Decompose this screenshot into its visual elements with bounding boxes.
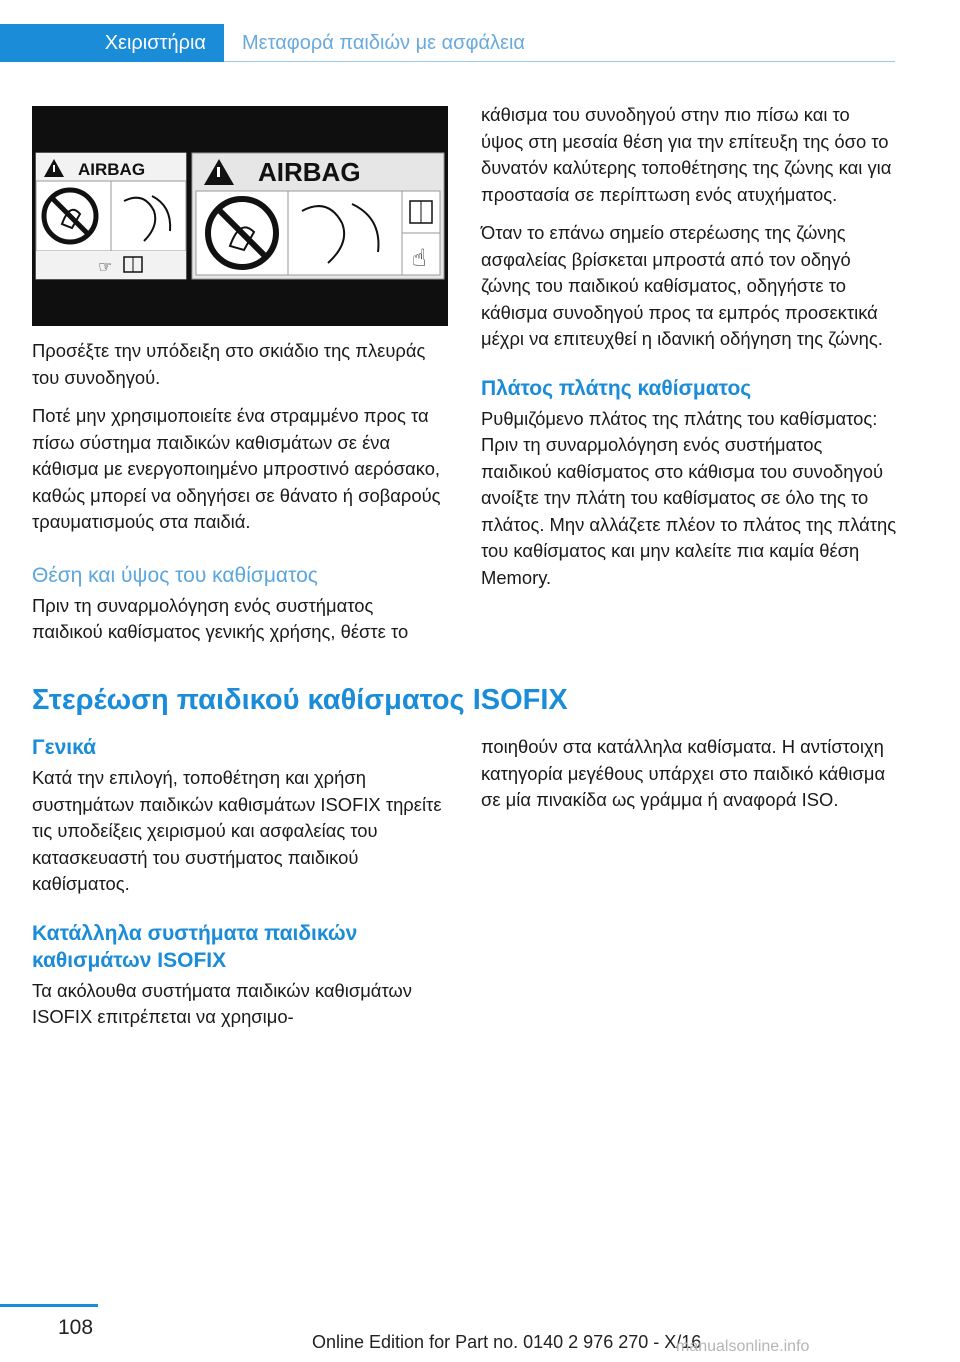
paragraph-general: Κατά την επιλογή, τοποθέτηση και χρήση συστημάτων παιδικών καθισμάτων ISOFIX τηρείτε τις υποδείξεις χειρισμού και ασφαλείας του κατασκευαστή του συστήματος παιδικού καθίσματος.: [32, 767, 442, 894]
paragraph-warning: Ποτέ μην χρησιμοποιείτε ένα στραμμένο προς τα πίσω σύστημα παιδικών καθισμάτων σε ένα κάθισμα με ενεργοποιημένο μπροστινό αερόσακο, καθώς μπορεί να οδηγήσει σε θάνατο ή σοβαρούς τραυματισμούς στα παιδιά.: [32, 405, 441, 532]
paragraph-suitable-systems-start: Τα ακόλουθα συστήματα παιδικών καθισμάτων ISOFIX επιτρέπεται να χρησιμο-: [32, 979, 412, 1027]
isofix-left-column: [32, 734, 448, 1042]
paragraph-belt-anchor: Όταν το επάνω σημείο στερέωσης της ζώνης ασφαλείας βρίσκεται μπροστά από τον οδηγό ζώνης του παιδικού καθίσματος, οδηγήστε το κάθισμα συνοδηγού προς τα εμπρός προσεκτικά μέχρι να επιτευχθεί η ιδανική οδήγηση της ζώνης.: [481, 222, 883, 349]
hand-icon: ☝: [412, 244, 427, 272]
airbag-label-right: AIRBAG: [258, 157, 361, 187]
heading-suitable-systems: Κατάλληλα συστήματα παιδικών καθισμάτων ISOFIX: [32, 921, 358, 972]
paragraph-sunvisor-note: Προσέξτε την υπόδειξη στο σκιάδιο της πλευράς του συνοδηγού.: [32, 340, 426, 388]
airbag-label-illustration: [32, 106, 448, 326]
isofix-right-column: [481, 734, 897, 826]
airbag-warning-figure: [32, 106, 448, 326]
heading-general: Γενικά: [32, 736, 97, 759]
pointing-hand-icon: ☞: [98, 257, 113, 276]
heading-seat-position: Θέση και ύψος του καθίσματος: [32, 563, 318, 587]
paragraph-backrest-width: Ρυθμιζόμενο πλάτος της πλάτης του καθίσματος: Πριν τη συναρμολόγηση ενός συστήματος παιδικού καθίσματος στο κάθισμα του συνοδηγού ανοίξτε την πλάτη του καθίσματος σε όλο της το πλάτος. Μην αλλάζετε πλέον το πλάτος της πλάτης του καθίσματος και μην καλείτε πια καμία θέση Memory.: [481, 407, 897, 588]
paragraph-seat-position: Πριν τη συναρμολόγηση ενός συστήματος παιδικού καθίσματος γενικής χρήσης, θέστε το: [32, 594, 409, 642]
chapter-tab[interactable]: Χειριστήρια: [0, 24, 224, 62]
right-column: [481, 102, 897, 603]
airbag-label-left: AIRBAG: [78, 160, 146, 179]
heading-backrest-width: Πλάτος πλάτης καθίσματος: [481, 376, 752, 400]
header-divider: [224, 61, 895, 62]
watermark: manualsonline.info: [676, 1338, 810, 1355]
left-column: [32, 338, 448, 658]
edition-text: Online Edition for Part no. 0140 2 976 270 - X/16: [312, 1332, 702, 1352]
page-number: 108: [58, 1316, 94, 1339]
section-tab[interactable]: Μεταφορά παιδιών με ασφάλεια: [242, 32, 525, 54]
footer-rule: [0, 1304, 98, 1307]
paragraph-suitable-systems-cont: ποιηθούν στα κατάλληλα καθίσματα. Η αντίστοιχη κατηγορία μεγέθους υπάρχει στο παιδικό κάθισμα σε μία πινακίδα ως γράμμα ή αναφορά ISO.: [481, 736, 886, 810]
paragraph-seat-adjust: κάθισμα του συνοδηγού στην πιο πίσω και το ύψος στη μεσαία θέση για την επίτευξη της όσο το δυνατόν καλύτερης τοποθέτησης της ζώνης και για προστασία σε περίπτωση ενός ατυχήματος.: [481, 104, 892, 205]
section-title-isofix: Στερέωση παιδικού καθίσματος ISOFIX: [32, 684, 568, 716]
page-header: [0, 0, 960, 62]
